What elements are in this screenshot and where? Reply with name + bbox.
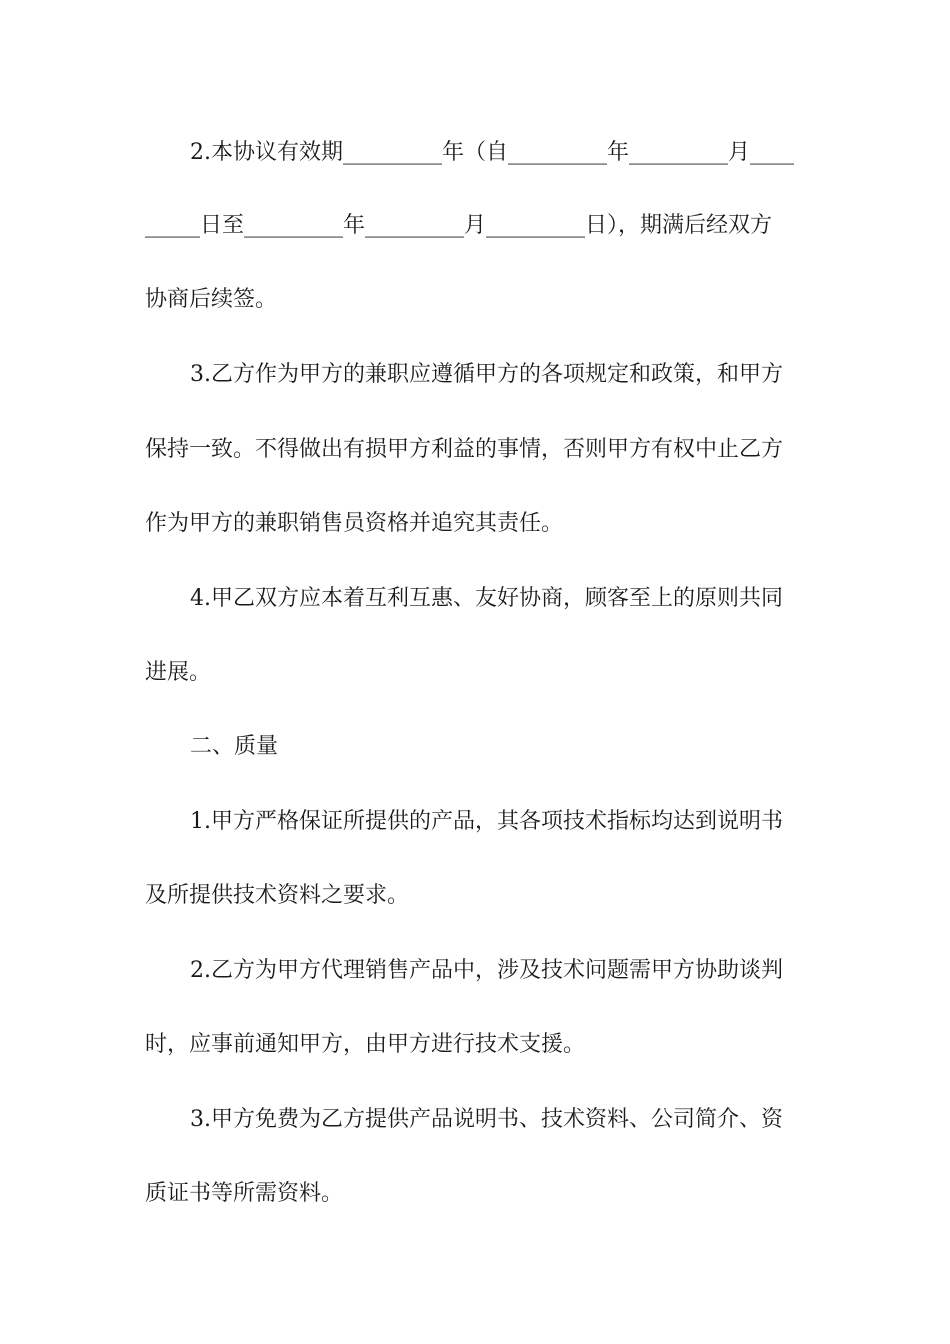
text-line: 保持一致。不得做出有损甲方利益的事情，否则甲方有权中止乙方 bbox=[145, 437, 784, 462]
text-line: 时，应事前通知甲方，由甲方进行技术支援。 bbox=[145, 1032, 586, 1057]
clause-1-2-line-2 bbox=[145, 206, 950, 246]
clause-1-3-line-3 bbox=[145, 504, 950, 544]
text-line: 质证书等所需资料。 bbox=[145, 1181, 344, 1206]
clause-1-3-line-2 bbox=[145, 430, 950, 470]
text-line: 进展。 bbox=[145, 660, 212, 685]
text-line: _____日至_________年_________月_________日），期满后经双方 bbox=[145, 213, 773, 238]
clause-1-2-line-3 bbox=[145, 280, 950, 320]
section-title: 二、质量 bbox=[190, 734, 279, 759]
text-line: 3.甲方免费为乙方提供产品说明书、技术资料、公司简介、资 bbox=[190, 1107, 783, 1132]
text-line: 2.乙方为甲方代理销售产品中，涉及技术问题需甲方协助谈判 bbox=[190, 958, 783, 983]
clause-2-2-line-2 bbox=[145, 1025, 950, 1065]
clause-1-2-line-1 bbox=[190, 133, 950, 173]
clause-1-4-line-2 bbox=[145, 653, 950, 693]
section-heading-quality bbox=[190, 727, 950, 767]
clause-2-2-line-1 bbox=[190, 951, 950, 991]
text-line: 4.甲乙双方应本着互利互惠、友好协商，顾客至上的原则共同 bbox=[190, 586, 783, 611]
text-line: 3.乙方作为甲方的兼职应遵循甲方的各项规定和政策，和甲方 bbox=[190, 362, 783, 387]
clause-2-1-line-1 bbox=[190, 802, 950, 842]
text-line: 作为甲方的兼职销售员资格并追究其责任。 bbox=[145, 511, 564, 536]
text-line: 2.本协议有效期_________年（自_________年_________月____ bbox=[190, 140, 794, 165]
clause-2-3-line-2 bbox=[145, 1174, 950, 1214]
clause-1-4-line-1 bbox=[190, 579, 950, 619]
text-line: 协商后续签。 bbox=[145, 287, 278, 312]
clause-1-3-line-1 bbox=[190, 355, 950, 395]
text-line: 及所提供技术资料之要求。 bbox=[145, 883, 410, 908]
text-line: 1.甲方严格保证所提供的产品，其各项技术指标均达到说明书 bbox=[190, 809, 783, 834]
clause-2-3-line-1 bbox=[190, 1100, 950, 1140]
clause-2-1-line-2 bbox=[145, 876, 950, 916]
